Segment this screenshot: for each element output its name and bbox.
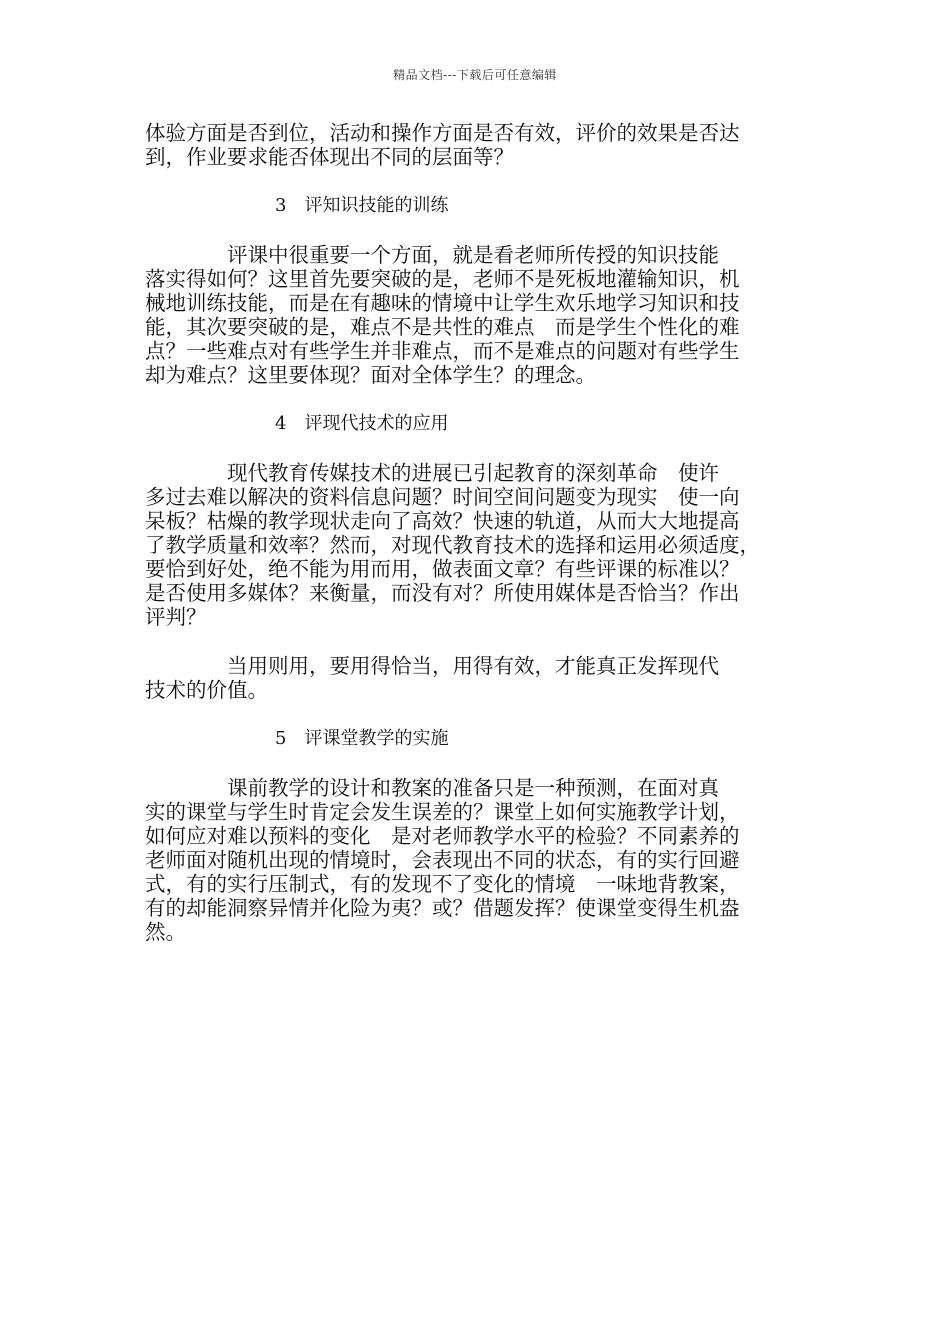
- page-header: 精品文档---下载后可任意编辑: [393, 68, 557, 82]
- section-3-paragraph: [145, 243, 815, 387]
- text-line: 课前教学的设计和教案的准备只是一种预测，在面对真: [145, 776, 719, 800]
- text-line: 式，有的实行压制式，有的发现不了变化的情境 一味地背教案，: [145, 872, 740, 896]
- text-line: 能，其次要突破的是，难点不是共性的难点 而是学生个性化的难: [145, 315, 740, 339]
- text-line: 评判？: [145, 605, 207, 629]
- text-line: 械地训练技能，而是在有趣味的情境中让学生欢乐地学习知识和技: [145, 291, 740, 315]
- text-line: 老师面对随机出现的情境时，会表现出不同的状态，有的实行回避: [145, 848, 740, 872]
- text-line: 有的却能洞察异情并化险为夷？或？借题发挥？使课堂变得生机盎: [145, 896, 740, 920]
- section-4-paragraph-1: [145, 461, 815, 629]
- text-line: 实的课堂与学生时肯定会发生误差的？课堂上如何实施教学计划，: [145, 800, 740, 824]
- text-line: 技术的价值。: [145, 678, 268, 702]
- text-line: 是否使用多媒体？来衡量，而没有对？所使用媒体是否恰当？作出: [145, 581, 740, 605]
- text-line: 呆板？枯燥的教学现状走向了高效？快速的轨道，从而大大地提高: [145, 509, 740, 533]
- text-line: 然。: [145, 920, 186, 944]
- section-4-paragraph-2: [145, 654, 815, 702]
- intro-paragraph: [145, 121, 815, 169]
- text-line: 如何应对难以预料的变化 是对老师教学水平的检验？不同素养的: [145, 824, 740, 848]
- text-line: 体验方面是否到位，活动和操作方面是否有效，评价的效果是否达: [145, 121, 740, 145]
- document-body: [145, 121, 815, 944]
- text-line: 了教学质量和效率？然而，对现代教育技术的选择和运用必须适度，: [145, 533, 760, 557]
- section-5-paragraph: [145, 776, 815, 944]
- text-line: 现代教育传媒技术的进展已引起教育的深刻革命 使许: [145, 461, 719, 485]
- text-line: 多过去难以解决的资料信息问题？时间空间问题变为现实 使一向: [145, 485, 740, 509]
- text-line: 要恰到好处，绝不能为用而用，做表面文章？有些评课的标准以？: [145, 557, 740, 581]
- text-line: 却为难点？这里要体现？面对全体学生？的理念。: [145, 363, 596, 387]
- text-line: 当用则用，要用得恰当，用得有效，才能真正发挥现代: [145, 654, 719, 678]
- text-line: 评课中很重要一个方面，就是看老师所传授的知识技能: [145, 243, 719, 267]
- section-5-heading: 5 评课堂教学的实施: [275, 728, 449, 749]
- section-3-heading: 3 评知识技能的训练: [275, 195, 449, 216]
- text-line: 到，作业要求能否体现出不同的层面等？: [145, 145, 514, 169]
- text-line: 点？一些难点对有些学生并非难点，而不是难点的问题对有些学生: [145, 339, 740, 363]
- section-4-heading: 4 评现代技术的应用: [275, 413, 449, 434]
- text-line: 落实得如何？这里首先要突破的是，老师不是死板地灌输知识，机: [145, 267, 740, 291]
